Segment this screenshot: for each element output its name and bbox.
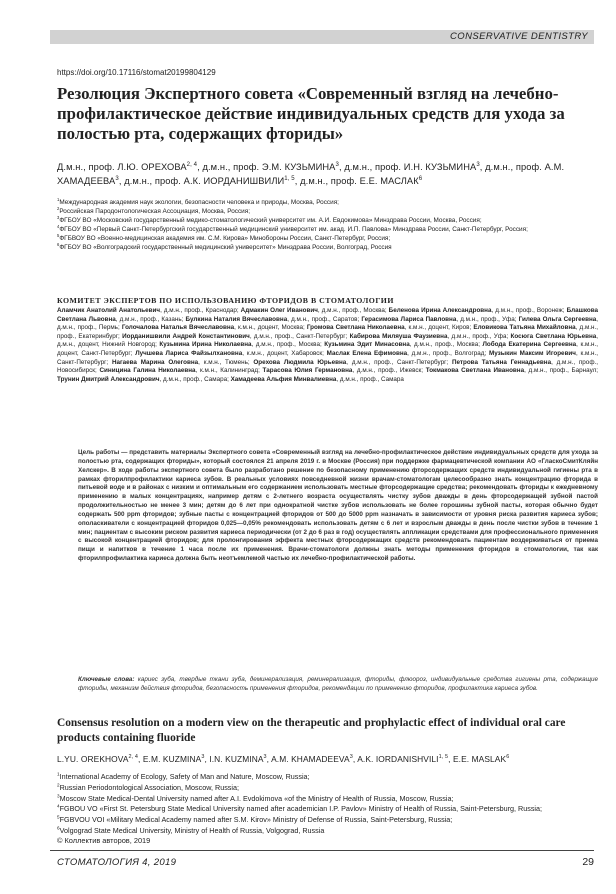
- committee-member-name: Лобода Екатерина Сергеевна: [482, 341, 577, 349]
- committee-member-name: Орехова Людмила Юрьевна: [253, 358, 347, 366]
- committee-member-name: Гилева Ольга Сергеевна: [518, 315, 597, 323]
- committee-member-name: Кузьмина Ирина Николаевна: [159, 341, 252, 349]
- affiliation-text: Russian Periodontological Association, Moscow, Russia;: [59, 782, 239, 792]
- affiliation-item: [57, 225, 597, 234]
- committee-member-info: д.м.н., проф., Самара: [339, 375, 404, 383]
- committee-member-name: Иорданишвили Андрей Константинович: [122, 332, 250, 340]
- author-affiliation-mark: 3: [263, 754, 267, 761]
- author-affiliation-mark: 2, 4: [128, 754, 139, 761]
- doi-link[interactable]: https://doi.org/10.17116/stomat20199804129: [57, 68, 216, 77]
- affiliation-text: Международная академия наук экологии, безопасности человека и природы, Москва, Россия;: [59, 199, 339, 206]
- affiliation-text: Российская Пародонтологическая Ассоциация, Москва, Россия;: [59, 208, 250, 215]
- committee-member-info: д.м.н., проф., Новосибирск: [57, 358, 598, 375]
- committee-member-name: Нагаева Марина Олеговна: [111, 358, 199, 366]
- author-affiliation-mark: 2, 4: [186, 161, 198, 168]
- affiliation-item: [57, 243, 597, 252]
- committee-member-info: д.м.н., проф., Ижевск: [356, 367, 422, 375]
- committee-member-info: д.м.н., проф., Самара: [163, 375, 228, 383]
- committee-member-info: к.м.н., доцент, Санкт-Петербург: [57, 341, 599, 357]
- committee-member-name: Громова Светлана Николаевна: [306, 324, 405, 332]
- author-name: E.E. MASLAK: [452, 754, 507, 764]
- author-name: д.м.н., проф. А.М. ХАМАДЕЕВА: [57, 162, 565, 186]
- author-affiliation-mark: 1, 5: [284, 175, 295, 182]
- author-list-ru: Д.м.н., проф. Л.Ю. ОРЕХОВА$^{2, 4}$, д.м.н., проф. Э.М. КУЗЬМИНА$^3$, д.м.н., проф. И.Н. КУЗЬМИНА$^3$, д.м.н., проф. А.М. ХАМАДЕЕВА$^3$, д.м.н., проф. А.К. ИОРДАНИШВИЛИ$^{1, 5}$, д.м.н., проф. Е.Е. МАСЛАК$^6$: [57, 161, 565, 186]
- committee-member-name: Адмакин Олег Иванович: [240, 307, 318, 314]
- affiliation-item: [57, 772, 597, 783]
- author-affiliation-mark: 3: [335, 161, 339, 168]
- affiliation-item: [57, 794, 597, 805]
- committee-member-info: к.м.н., Калининград: [200, 367, 259, 375]
- committee-member-name: Музыкин Максим Игоревич: [488, 349, 576, 357]
- author-name: д.м.н., проф. Э.М. КУЗЬМИНА: [202, 162, 336, 172]
- affiliation-list-ru: [57, 198, 597, 252]
- committee-member-info: д.м.н., проф., Москва: [255, 341, 320, 349]
- affiliation-number: 2: [57, 782, 60, 788]
- committee-member-name: Тарасова Юлия Германовна: [262, 367, 353, 375]
- affiliation-item: [57, 234, 597, 243]
- footer-divider: [50, 850, 594, 851]
- committee-member-name: Булкина Наталия Вячеславовна: [185, 315, 288, 323]
- author-affiliation-mark: 1, 5: [438, 754, 449, 761]
- affiliation-text: International Academy of Ecology, Safety of Man and Nature, Moscow, Russia;: [59, 772, 310, 781]
- committee-member-info: д.м.н., проф., Барнаул: [528, 367, 597, 375]
- article-title-ru: Резолюция Экспертного совета «Современный взгляд на лечебно-профилактическое действие индивидуальных средств для ухода за полостью рта, содержащих фториды»: [57, 84, 565, 143]
- affiliation-text: ФГБВОУ ВО «Военно-медицинская академия им. С.М. Кирова» Минобороны России, Санкт-Петербург, Россия;: [59, 235, 391, 242]
- committee-member-name: Аламчик Анатолий Анатольевич: [57, 307, 161, 314]
- committee-member-info: д.м.н., доцент, Нижний Новгород: [57, 341, 156, 349]
- abstract-ru: Цель работы — представить материалы Экспертного совета «Современный взгляд на лечебно-профилактическое действие индивидуальных средств для ухода за полостью рта, содержащих фториды», который состоялся 21 апреля 2019 г. в Москве (Россия) при поддержке фармацевтической компании АО «ГласкоСмитКляйн Хелскер». В ходе работы экспертного совета было разработано решение по безопасному применению фторсодержащих средств индивидуальной гигиены рта в рамках фторилпрофилактики кариеса зубов. В реальных условиях повседневной жизни врачам-стоматологам целесообразно знать концентрацию фторида в питьевой воде и в районах с низким и оптимальным его содержанием использовать местные фторсодержащие средства; рекомендовать фториды к ежедневному применению в малых концентрациях, например детям с 2-летнего возраста осуществлять чистку зубов дважды в день фторсодержащей зубной пастой продолжительностью не менее 3 мин; детям до 6 лет при однократной чистке зубов использовать не более горошины зубной пасты, которая обычно будет содержать 500 ppm фторидов; зубные пасты с концентрацией фторидов от 500 до 5000 ppm назначать в зависимости от уровня риска развития кариеса зубов; ополаскиватели с концентрацией фторидов 0,025—0,05% рекомендовать использовать детям с 6 лет и взрослым дважды в день после чистки зубов в течение 1 мин; пациентам с высоким риском развития кариеса периодически (от 2 до 6 раз в год) осуществлять аппликации средствами для профессионального применения с высокой концентрацией фторидов; для пролонгирования эффекта местных фторсодержащих средств рекомендовать пациентам воздерживаться от приема пищи и напитков в течение 1 часа после их применения. Врачи-стоматологи должны знать методы применения фторидов в стоматологии, так как фторилпрофилактика кариеса должна быть неотъемлемой частью их лечебно-профилактической работы.: [78, 449, 598, 563]
- committee-member-info: д.м.н., проф., Саратов: [291, 315, 358, 323]
- affiliation-number: 4: [57, 223, 60, 229]
- journal-issue: СТОМАТОЛОГИЯ 4, 2019: [57, 857, 177, 868]
- author-name: A.M. KHAMADEEVA: [271, 754, 350, 764]
- author-name: д.м.н., проф. Е.Е. МАСЛАК: [300, 176, 419, 186]
- keywords-ru: [78, 676, 598, 694]
- affiliation-number: 1: [57, 196, 60, 202]
- committee-member-name: Трунин Дмитрий Александрович: [57, 375, 160, 383]
- affiliation-number: 6: [57, 825, 60, 831]
- author-name: Д.м.н., проф. Л.Ю. ОРЕХОВА: [57, 162, 187, 172]
- committee-member-info: д.м.н., проф., Волгоград: [411, 349, 485, 357]
- author-affiliation-mark: 3: [201, 754, 205, 761]
- committee-member-name: Лучшева Лариса Файзылхановна: [135, 349, 243, 357]
- author-list-en: L.YU. OREKHOVA$^{2, 4}$, E.M. KUZMINA$^3$, I.N. KUZMINA$^3$, A.M. KHAMADEEVA$^3$, A.K. IORDANISHVILI$^{1, 5}$, E.E. MASLAK$^6$: [57, 754, 510, 764]
- author-name: A.K. IORDANISHVILI: [357, 754, 439, 764]
- affiliation-number: 5: [57, 232, 60, 238]
- author-name: д.м.н., проф. А.К. ИОРДАНИШВИЛИ: [124, 176, 285, 186]
- committee-member-list: Аламчик Анатолий Анатольевич, д.м.н., проф., Краснодар; Адмакин Олег Иванович, д.м.н., проф., Москва; Беленова Ирина Александровна, д.м.н., проф., Воронеж; Блашкова Светлана Львовна, д.м.н., проф., Казань; Булкина Наталия Вячеславовна, д.м.н., проф., Саратов; Герасимова Лариса Павловна, д.м.н., проф., Уфа; Гилева Ольга Сергеевна, д.м.н., проф., Пермь; Голочалова Наталья Вячеславовна, к.м.н., доцент, Москва; Громова Светлана Николаевна, к.м.н., доцент, Киров; Еловикова Татьяна Михайловна, д.м.н., проф., Екатеринбург; Иорданишвили Андрей Константинович, д.м.н., проф., Санкт-Петербург; Кабирова Миляуша Фаузиевна, д.м.н., проф., Уфа; Косюга Светлана Юрьевна, д.м.н., доцент, Нижний Новгород; Кузьмина Ирина Николаевна, д.м.н., проф., Москва; Кузьмина Эдит Минасовна, д.м.н., проф., Москва; Лобода Екатерина Сергеевна, к.м.н., доцент, Санкт-Петербург; Лучшева Лариса Файзылхановна, к.м.н., доцент, Хабаровск; Маслак Елена Ефимовна, д.м.н., проф., Волгоград; Музыкин Максим Игоревич, к.м.н., Санкт-Петербург; Нагаева Марина Олеговна, к.м.н., Тюмень; Орехова Людмила Юрьевна, д.м.н., проф., Санкт-Петербург; Петрова Татьяна Геннадьевна, д.м.н., проф., Новосибирск; Синицина Галина Николаевна, к.м.н., Калининград; Тарасова Юлия Германовна, д.м.н., проф., Ижевск; Токмакова Светлана Ивановна, д.м.н., проф., Барнаул; Трунин Дмитрий Александрович, д.м.н., проф., Самара; Хамадеева Альфия Минвалиевна, д.м.н., проф., Самара: [57, 307, 599, 383]
- affiliation-text: Volgograd State Medical University, Ministry of Health of Russia, Volgograd, Russia: [59, 825, 325, 835]
- affiliation-number: 2: [57, 205, 60, 211]
- committee-member-name: Кабирова Миляуша Фаузиевна: [349, 332, 448, 340]
- page-number: 29: [582, 856, 594, 868]
- committee-member-info: д.м.н., проф., Москва: [414, 341, 479, 349]
- author-affiliation-mark: 3: [476, 161, 480, 168]
- committee-member-name: Блашкова Светлана Львовна: [57, 307, 599, 323]
- affiliation-text: ФГБОУ ВО «Волгоградский государственный медицинский университет» Минздрава России, Волгоград, Россия: [59, 244, 392, 251]
- affiliation-item: [57, 198, 597, 207]
- committee-member-name: Хамадеева Альфия Минвалиевна: [230, 375, 337, 383]
- author-name: д.м.н., проф. И.Н. КУЗЬМИНА: [344, 162, 477, 172]
- affiliation-item: [57, 815, 597, 826]
- author-name: E.M. KUZMINA: [142, 754, 202, 764]
- affiliation-item: [57, 207, 597, 216]
- committee-member-info: д.м.н., проф., Воронеж: [495, 307, 563, 314]
- committee-member-name: Голочалова Наталья Вячеславовна: [121, 324, 235, 332]
- committee-member-name: Синицина Галина Николаевна: [99, 367, 196, 375]
- affiliation-number: 3: [57, 793, 60, 799]
- affiliation-text: ФГБОУ ВО «Московский государственный медико-стоматологический университет им. А.И. Евдокимова» Минздрава России, Москва, Россия;: [59, 217, 482, 224]
- committee-member-info: д.м.н., проф., Екатеринбург: [57, 324, 598, 340]
- committee-member-info: д.м.н., проф., Уфа: [460, 315, 515, 323]
- affiliation-item: [57, 804, 597, 815]
- author-affiliation-mark: 3: [349, 754, 353, 761]
- committee-member-name: Еловикова Татьяна Михайловна: [473, 324, 576, 332]
- committee-member-info: д.м.н., проф., Санкт-Петербург: [253, 332, 346, 340]
- committee-member-name: Беленова Ирина Александровна: [388, 307, 492, 314]
- committee-member-name: Кузьмина Эдит Минасовна: [324, 341, 410, 349]
- committee-member-name: Петрова Татьяна Геннадьевна: [451, 358, 552, 366]
- committee-member-name: Маслак Елена Ефимовна: [326, 349, 408, 357]
- committee-member-info: д.м.н., проф., Краснодар: [163, 307, 237, 314]
- author-name: L.YU. OREKHOVA: [57, 754, 129, 764]
- committee-member-info: д.м.н., проф., Москва: [321, 307, 385, 314]
- committee-member-name: Герасимова Лариса Павловна: [361, 315, 457, 323]
- committee-member-info: к.м.н., доцент, Москва: [238, 324, 303, 332]
- affiliation-text: FGBOU VO «First St. Petersburg State Medical University named after academician I.P. Pavlov» Ministry of Health of Russia, Saint-Petersburg, Russia;: [59, 804, 543, 814]
- committee-member-info: к.м.н., доцент, Хабаровск: [246, 349, 323, 357]
- committee-member-info: д.м.н., проф., Санкт-Петербург: [351, 358, 447, 366]
- committee-member-info: д.м.н., проф., Пермь: [57, 324, 118, 332]
- committee-member-name: Косюга Светлана Юрьевна: [510, 332, 597, 340]
- affiliation-number: 6: [57, 241, 60, 247]
- section-title: CONSERVATIVE DENTISTRY: [450, 31, 588, 42]
- affiliation-list-en: [57, 772, 597, 837]
- author-affiliation-mark: 6: [418, 175, 423, 182]
- committee-member-info: к.м.н., доцент, Киров: [408, 324, 470, 332]
- affiliation-number: 5: [57, 814, 60, 820]
- committee-member-name: Токмакова Светлана Ивановна: [425, 367, 525, 375]
- author-affiliation-mark: 6: [506, 754, 510, 761]
- copyright-notice: © Коллектив авторов, 2019: [57, 836, 151, 845]
- affiliation-number: 3: [57, 214, 60, 220]
- section-header-bar: [50, 30, 594, 44]
- affiliation-text: Moscow State Medical-Dental University named after A.I. Evdokimova «of the Ministry of Health of Russia, Moscow, Russia;: [59, 793, 454, 803]
- committee-member-info: к.м.н., Тюмень: [203, 358, 248, 366]
- keywords-label: Ключевые слова:: [78, 676, 135, 683]
- affiliation-text: FGBVOU VOI «Military Medical Academy named after S.M. Kirov» Ministry of Defense of Russia, Saint-Petersburg, Russia;: [59, 815, 453, 825]
- affiliation-item: [57, 783, 597, 794]
- committee-member-info: д.м.н., проф., Казань: [119, 315, 182, 323]
- affiliation-item: [57, 216, 597, 225]
- committee-member-info: к.м.н., Санкт-Петербург: [57, 349, 598, 366]
- committee-member-info: д.м.н., проф., Уфа: [451, 332, 507, 340]
- author-affiliation-mark: 3: [115, 175, 119, 182]
- keywords-text: кариес зуба, твердые ткани зуба, деминерализация, реминерализация, фториды, флюороз, индивидуальные средства гигиены рта, содержащие фториды, механизм действия фторидов, безопасность применения фторидов, рекомендации по применению фторидов, профилактика кариеса зубов.: [78, 676, 598, 692]
- affiliation-number: 1: [57, 771, 60, 777]
- affiliation-text: ФГБОУ ВО «Первый Санкт-Петербургский государственный медицинский университет им. акад. И.П. Павлова» Минздрава России, Санкт-Петербург, Россия;: [59, 226, 528, 233]
- affiliation-number: 4: [57, 804, 60, 809]
- committee-heading: КОМИТЕТ ЭКСПЕРТОВ ПО ИСПОЛЬЗОВАНИЮ ФТОРИДОВ В СТОМАТОЛОГИИ: [57, 296, 394, 305]
- author-name: I.N. KUZMINA: [209, 754, 264, 764]
- article-title-en: Consensus resolution on a modern view on the therapeutic and prophylactic effect of individual oral care products containing fluoride: [57, 717, 566, 744]
